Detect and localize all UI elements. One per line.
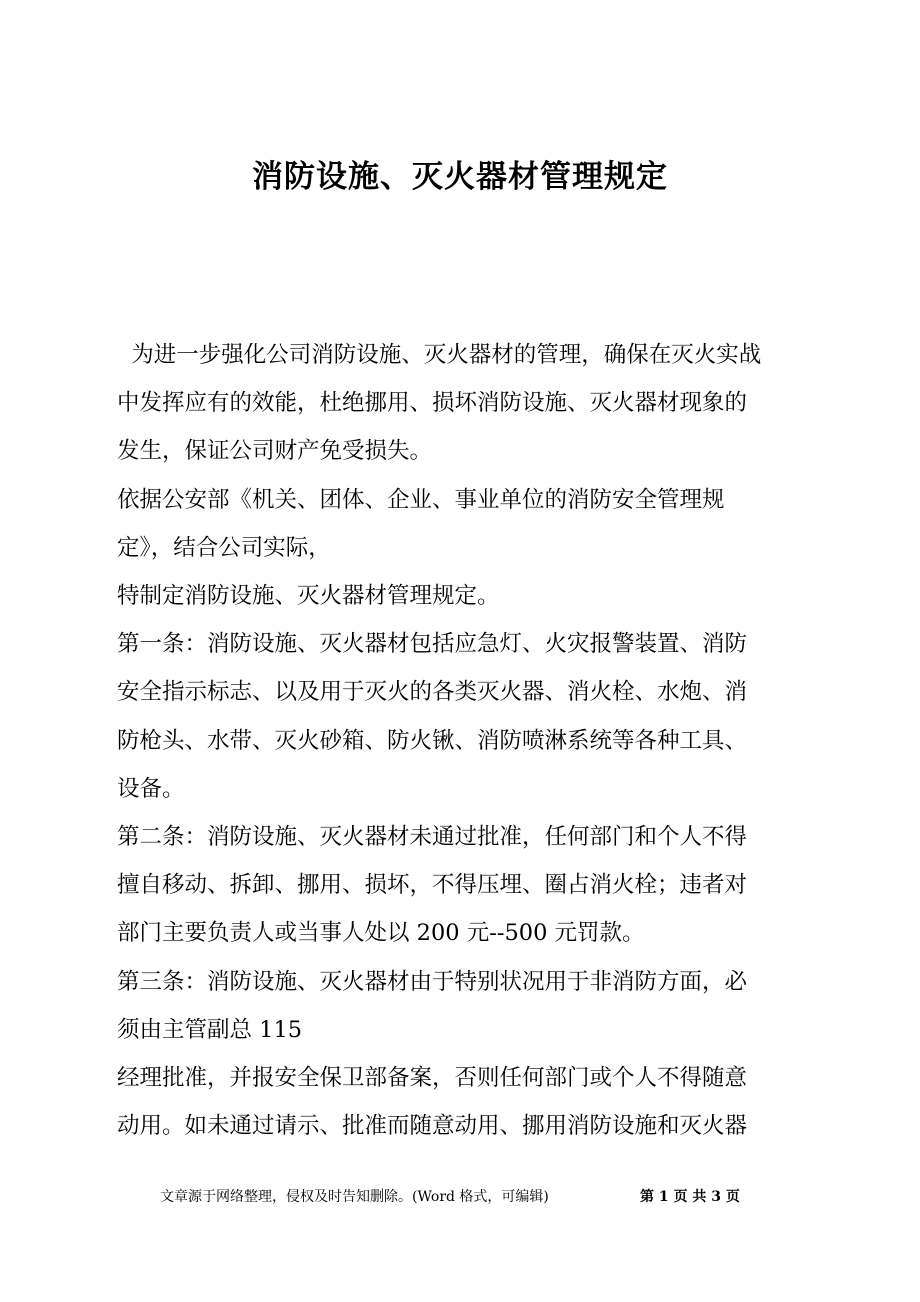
body-line: 部门主要负责人或当事人处以 200 元--500 元罚款。 [117,920,645,947]
body-line: 擅自移动、拆卸、挪用、损坏，不得压埋、圈占消火栓；违者对 [117,872,748,899]
body-line: 安全指示标志、以及用于灭火的各类灭火器、消火栓、水炮、消 [117,679,748,706]
document-body [117,331,817,1150]
body-line: 设备。 [117,775,185,802]
footer-page-indicator: 第 1 页 共 3 页 [640,1189,740,1205]
document-title: 消防设施、灭火器材管理规定 [252,158,668,195]
body-line: 动用。如未通过请示、批准而随意动用、挪用消防设施和灭火器 [117,1113,748,1140]
body-line: 防枪头、水带、灭火砂箱、防火锹、消防喷淋系统等各种工具、 [117,727,748,754]
body-line: 须由主管副总 115 [117,1016,303,1043]
body-line: 第二条：消防设施、灭火器材未通过批准，任何部门和个人不得 [117,824,748,851]
body-line: 中发挥应有的效能，杜绝挪用、损坏消防设施、灭火器材现象的 [117,390,748,417]
body-line: 依据公安部《机关、团体、企业、事业单位的消防安全管理规 [117,486,725,513]
body-line: 定》，结合公司实际， [117,534,331,561]
footer-source-note: 文章源于网络整理，侵权及时告知删除。(Word 格式，可编辑) [160,1189,549,1205]
body-line: 为进一步强化公司消防设施、灭火器材的管理，确保在灭火实战 [117,342,762,368]
body-line: 第三条：消防设施、灭火器材由于特别状况用于非消防方面，必 [117,968,748,995]
body-line: 第一条：消防设施、灭火器材包括应急灯、火灾报警装置、消防 [117,631,748,658]
body-line: 特制定消防设施、灭火器材管理规定。 [117,583,500,610]
body-line: 经理批准，并报安全保卫部备案，否则任何部门或个人不得随意 [117,1065,748,1092]
body-line: 发生，保证公司财产免受损失。 [117,438,433,465]
